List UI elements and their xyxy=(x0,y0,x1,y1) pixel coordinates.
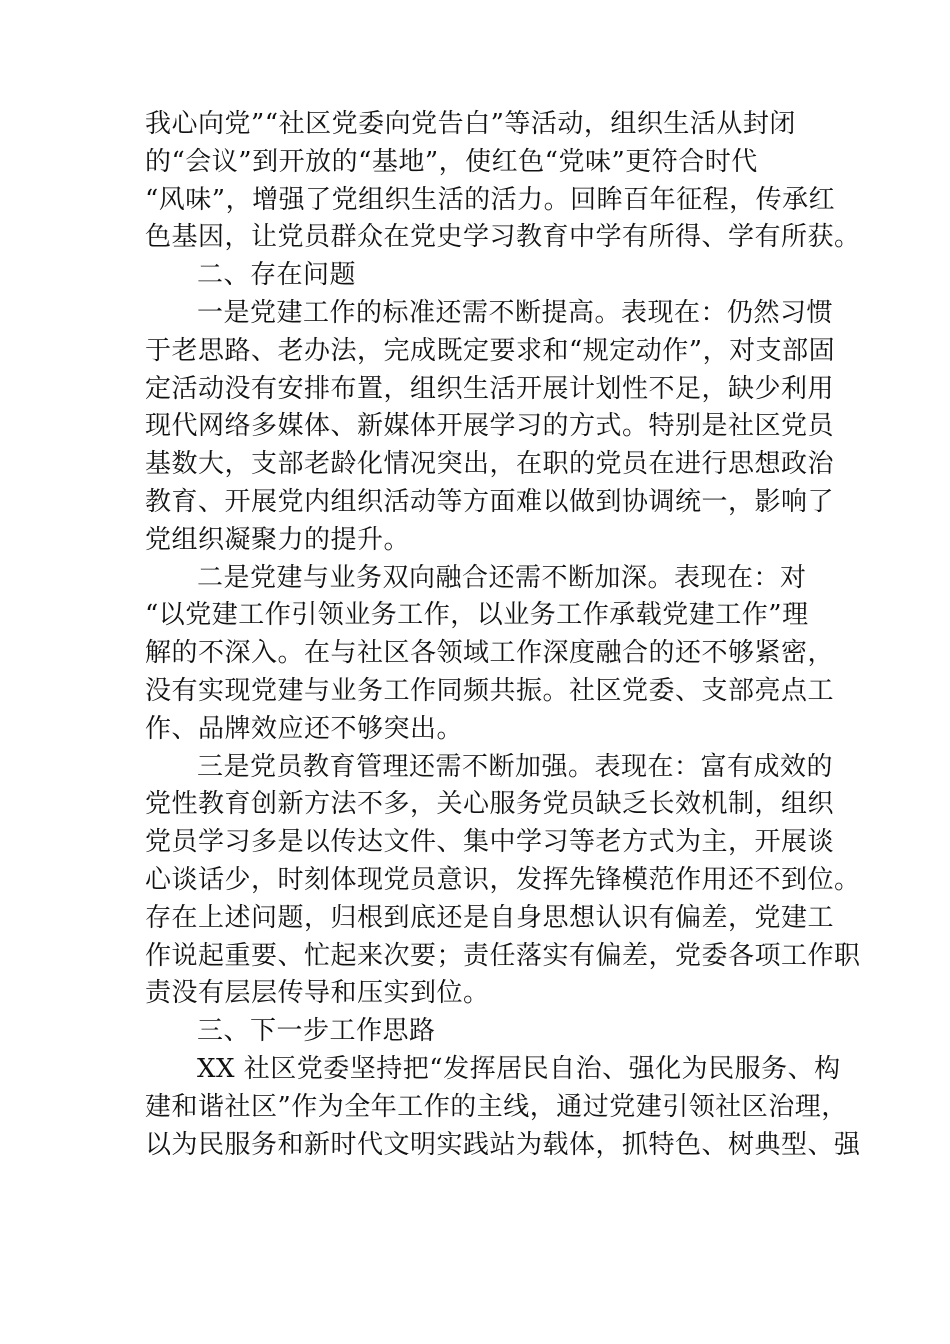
text-line: 定活动没有安排布置，组织生活开展计划性不足，缺少利用 xyxy=(145,373,835,404)
text-line: 作说起重要、忙起来次要；责任落实有偏差，党委各项工作职 xyxy=(145,940,861,971)
text-line: 三是党员教育管理还需不断加强。表现在：富有成效的 xyxy=(197,751,834,782)
text-line: 没有实现党建与业务工作同频共振。社区党委、支部亮点工 xyxy=(145,675,835,706)
text-line: 的“会议”到开放的“基地”，使红色“党味”更符合时代 xyxy=(145,146,758,177)
text-line: 党性教育创新方法不多，关心服务党员缺乏长效机制，组织 xyxy=(145,789,835,820)
document-body xyxy=(145,106,861,1164)
text-line: 责没有层层传导和压实到位。 xyxy=(145,978,490,1009)
text-line: 一是党建工作的标准还需不断提高。表现在：仍然习惯 xyxy=(197,297,834,328)
text-line: 存在上述问题，归根到底还是自身思想认识有偏差，党建工 xyxy=(145,902,835,933)
text-line: 于老思路、老办法，完成既定要求和“规定动作”，对支部固 xyxy=(145,335,836,366)
text-line: “以党建工作引领业务工作，以业务工作承载党建工作”理 xyxy=(145,600,809,631)
text-line: 三、下一步工作思路 xyxy=(197,1016,436,1047)
text-line: 二是党建与业务双向融合还需不断加深。表现在：对 xyxy=(197,562,807,593)
text-line: 色基因，让党员群众在党史学习教育中学有所得、学有所获。 xyxy=(145,222,861,253)
text-line: “风味”，增强了党组织生活的活力。回眸百年征程，传承红 xyxy=(145,184,836,215)
text-line: 解的不深入。在与社区各领域工作深度融合的还不够紧密， xyxy=(145,638,835,669)
text-line: 党组织凝聚力的提升。 xyxy=(145,524,411,555)
text-line: 建和谐社区”作为全年工作的主线，通过党建引领社区治理， xyxy=(145,1091,848,1122)
text-line: 以为民服务和新时代文明实践站为载体，抓特色、树典型、强 xyxy=(145,1129,861,1160)
text-line: 作、品牌效应还不够突出。 xyxy=(145,713,464,744)
text-line: XX 社区党委坚持把“发挥居民自治、强化为民服务、构 xyxy=(197,1053,841,1084)
text-line: 党员学习多是以传达文件、集中学习等老方式为主，开展谈 xyxy=(145,827,835,858)
text-line: 现代网络多媒体、新媒体开展学习的方式。特别是社区党员 xyxy=(145,411,835,442)
text-line: 心谈话少，时刻体现党员意识，发挥先锋模范作用还不到位。 xyxy=(145,864,861,895)
text-line: 我心向党”“社区党委向党告白”等活动，组织生活从封闭 xyxy=(145,109,796,139)
text-line: 教育、开展党内组织活动等方面难以做到协调统一，影响了 xyxy=(145,486,835,517)
text-line: 二、存在问题 xyxy=(197,260,357,291)
text-line: 基数大，支部老龄化情况突出，在职的党员在进行思想政治 xyxy=(145,449,835,480)
